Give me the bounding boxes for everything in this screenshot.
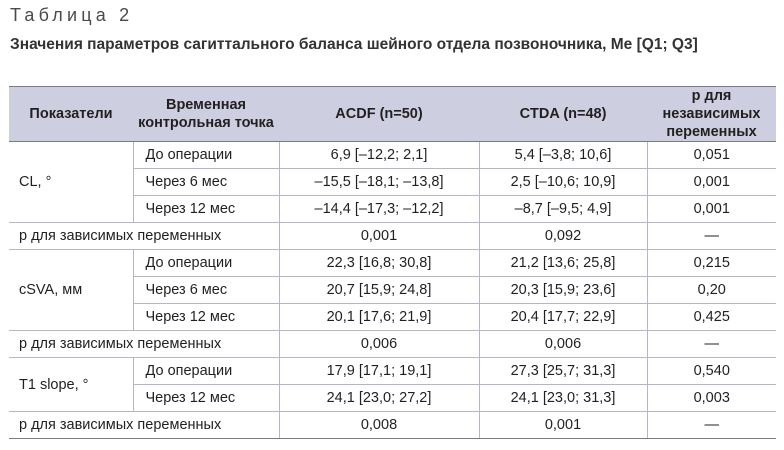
table-number-label: Таблица 2 bbox=[10, 5, 134, 25]
acdf-cell: –15,5 [–18,1; –13,8] bbox=[279, 169, 479, 196]
acdf-cell: 17,9 [17,1; 19,1] bbox=[279, 358, 479, 385]
p-dependent-row bbox=[9, 412, 776, 439]
p-dependent-row bbox=[9, 331, 776, 358]
timepoint-cell: Через 6 мес bbox=[133, 277, 279, 304]
timepoint-cell: До операции bbox=[133, 358, 279, 385]
ctda-cell: 24,1 [23,0; 31,3] bbox=[479, 385, 647, 412]
timepoint-cell: Через 12 мес bbox=[133, 385, 279, 412]
header-ctda: CTDA (n=48) bbox=[479, 87, 647, 142]
group-name-t1-slope: T1 slope, ° bbox=[9, 358, 133, 412]
p-dependent-label: р для зависимых переменных bbox=[9, 223, 279, 250]
timepoint-cell: Через 12 мес bbox=[133, 196, 279, 223]
p-cell: 0,215 bbox=[647, 250, 776, 277]
p-cell: 0,001 bbox=[647, 196, 776, 223]
header-timepoint: Временная контрольная точка bbox=[133, 87, 279, 142]
p-cell: — bbox=[647, 223, 776, 250]
header-row bbox=[9, 87, 776, 142]
p-cell: 0,051 bbox=[647, 142, 776, 169]
acdf-cell: 0,008 bbox=[279, 412, 479, 439]
ctda-cell: –8,7 [–9,5; 4,9] bbox=[479, 196, 647, 223]
acdf-cell: 6,9 [–12,2; 2,1] bbox=[279, 142, 479, 169]
table-row bbox=[9, 358, 776, 385]
group-name-csva: cSVA, мм bbox=[9, 250, 133, 331]
acdf-cell: 20,7 [15,9; 24,8] bbox=[279, 277, 479, 304]
p-cell: — bbox=[647, 412, 776, 439]
header-acdf: ACDF (n=50) bbox=[279, 87, 479, 142]
ctda-cell: 0,001 bbox=[479, 412, 647, 439]
ctda-cell: 21,2 [13,6; 25,8] bbox=[479, 250, 647, 277]
acdf-cell: 0,001 bbox=[279, 223, 479, 250]
p-cell: 0,001 bbox=[647, 169, 776, 196]
timepoint-cell: Через 12 мес bbox=[133, 304, 279, 331]
acdf-cell: 24,1 [23,0; 27,2] bbox=[279, 385, 479, 412]
header-p-independent: р для независимых переменных bbox=[647, 87, 776, 142]
ctda-cell: 5,4 [–3,8; 10,6] bbox=[479, 142, 647, 169]
header-indicator: Показатели bbox=[9, 87, 133, 142]
p-dependent-row bbox=[9, 223, 776, 250]
ctda-cell: 20,4 [17,7; 22,9] bbox=[479, 304, 647, 331]
acdf-cell: 0,006 bbox=[279, 331, 479, 358]
acdf-cell: 22,3 [16,8; 30,8] bbox=[279, 250, 479, 277]
p-cell: — bbox=[647, 331, 776, 358]
p-cell: 0,20 bbox=[647, 277, 776, 304]
ctda-cell: 0,006 bbox=[479, 331, 647, 358]
ctda-cell: 2,5 [–10,6; 10,9] bbox=[479, 169, 647, 196]
p-cell: 0,425 bbox=[647, 304, 776, 331]
ctda-cell: 0,092 bbox=[479, 223, 647, 250]
acdf-cell: –14,4 [–17,3; –12,2] bbox=[279, 196, 479, 223]
p-dependent-label: р для зависимых переменных bbox=[9, 412, 279, 439]
table-row bbox=[9, 250, 776, 277]
ctda-cell: 20,3 [15,9; 23,6] bbox=[479, 277, 647, 304]
timepoint-cell: Через 6 мес bbox=[133, 169, 279, 196]
p-cell: 0,540 bbox=[647, 358, 776, 385]
timepoint-cell: До операции bbox=[133, 142, 279, 169]
table-row bbox=[9, 142, 776, 169]
p-cell: 0,003 bbox=[647, 385, 776, 412]
timepoint-cell: До операции bbox=[133, 250, 279, 277]
group-name-cl: CL, ° bbox=[9, 142, 133, 223]
acdf-cell: 20,1 [17,6; 21,9] bbox=[279, 304, 479, 331]
p-dependent-label: р для зависимых переменных bbox=[9, 331, 279, 358]
ctda-cell: 27,3 [25,7; 31,3] bbox=[479, 358, 647, 385]
data-table bbox=[9, 86, 776, 439]
table-title: Значения параметров сагиттального баланса шейного отдела позвоночника, Me [Q1; Q3] bbox=[10, 36, 698, 53]
